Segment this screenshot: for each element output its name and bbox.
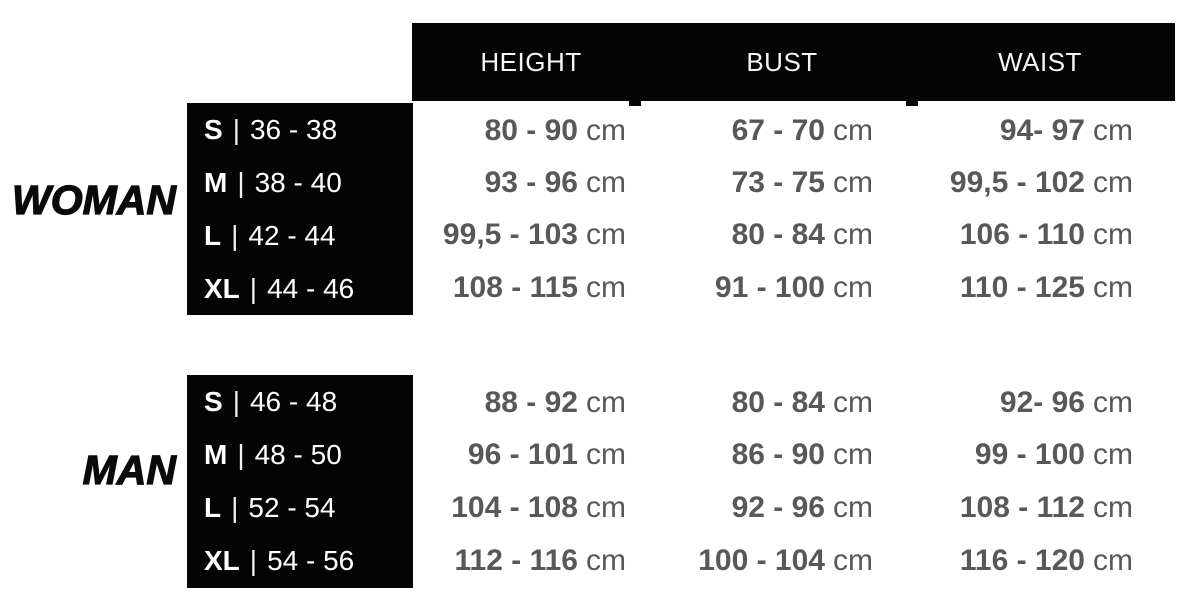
value-range: 112 - 116 bbox=[454, 544, 578, 577]
size-range: 42 - 44 bbox=[248, 219, 336, 251]
unit-label: cm bbox=[1093, 491, 1133, 524]
measurement-row bbox=[0, 105, 1200, 157]
unit-label: cm bbox=[833, 438, 873, 471]
size-separator: | bbox=[231, 492, 239, 524]
value-range: 116 - 120 bbox=[959, 544, 1085, 577]
group-label-man: MAN bbox=[82, 447, 176, 493]
unit-label: cm bbox=[1093, 114, 1133, 147]
unit-label: cm bbox=[1093, 166, 1133, 199]
size-separator: | bbox=[232, 385, 240, 417]
column-header-height: HEIGHT bbox=[480, 47, 582, 77]
size-code: XL bbox=[204, 545, 240, 577]
size-range: 38 - 40 bbox=[254, 166, 342, 198]
value-range: 108 - 112 bbox=[959, 491, 1085, 524]
value-range: 92 - 96 bbox=[731, 491, 825, 524]
unit-label: cm bbox=[586, 114, 626, 147]
value-range: 80 - 90 bbox=[484, 114, 578, 147]
height-value bbox=[455, 535, 626, 587]
measurement-row bbox=[0, 157, 1200, 209]
size-separator: | bbox=[232, 113, 240, 145]
value-range: 100 - 104 bbox=[698, 544, 825, 577]
measurement-row bbox=[0, 482, 1200, 534]
measurement-row bbox=[0, 535, 1200, 587]
unit-label: cm bbox=[833, 386, 873, 419]
unit-label: cm bbox=[833, 114, 873, 147]
value-range: 104 - 108 bbox=[451, 491, 578, 524]
bust-value bbox=[732, 209, 873, 261]
height-value bbox=[485, 377, 626, 429]
value-range: 80 - 84 bbox=[731, 386, 825, 419]
value-range: 88 - 92 bbox=[484, 386, 578, 419]
bust-value bbox=[732, 429, 873, 481]
size-code: S bbox=[204, 385, 223, 417]
measurement-row bbox=[0, 209, 1200, 261]
unit-label: cm bbox=[586, 386, 626, 419]
size-code: M bbox=[204, 166, 228, 198]
waist-value bbox=[950, 157, 1133, 209]
unit-label: cm bbox=[1093, 544, 1133, 577]
value-range: 94- 97 bbox=[999, 114, 1085, 147]
unit-label: cm bbox=[1093, 271, 1133, 304]
size-code: M bbox=[204, 438, 228, 470]
value-range: 86 - 90 bbox=[731, 438, 825, 471]
size-separator: | bbox=[249, 272, 258, 304]
value-range: 67 - 70 bbox=[731, 114, 825, 147]
height-value bbox=[468, 429, 626, 481]
waist-value bbox=[960, 262, 1133, 314]
value-range: 99 - 100 bbox=[974, 438, 1085, 471]
value-range: 99,5 - 103 bbox=[442, 218, 578, 251]
unit-label: cm bbox=[586, 166, 626, 199]
unit-label: cm bbox=[586, 491, 626, 524]
size-range: 48 - 50 bbox=[254, 438, 342, 470]
size-range: 52 - 54 bbox=[248, 492, 336, 524]
size-range: 46 - 48 bbox=[249, 385, 338, 417]
bust-value bbox=[732, 157, 873, 209]
size-separator: | bbox=[231, 219, 239, 251]
bust-value bbox=[732, 377, 873, 429]
waist-value bbox=[975, 429, 1133, 481]
unit-label: cm bbox=[833, 166, 873, 199]
unit-label: cm bbox=[586, 544, 626, 577]
unit-label: cm bbox=[833, 491, 873, 524]
value-range: 80 - 84 bbox=[731, 218, 825, 251]
unit-label: cm bbox=[1093, 386, 1133, 419]
unit-label: cm bbox=[586, 271, 626, 304]
height-value bbox=[443, 209, 626, 261]
value-range: 99,5 - 102 bbox=[949, 166, 1085, 199]
unit-label: cm bbox=[586, 438, 626, 471]
waist-value bbox=[960, 482, 1133, 534]
size-separator: | bbox=[237, 166, 245, 198]
column-header-bust: BUST bbox=[746, 47, 818, 77]
column-header-waist: WAIST bbox=[998, 47, 1082, 77]
bust-value bbox=[732, 482, 873, 534]
unit-label: cm bbox=[1093, 218, 1133, 251]
waist-value bbox=[1000, 105, 1133, 157]
size-range: 54 - 56 bbox=[267, 545, 355, 577]
size-code: XL bbox=[204, 272, 240, 304]
column-header-bar bbox=[412, 23, 1175, 101]
unit-label: cm bbox=[1093, 438, 1133, 471]
value-range: 73 - 75 bbox=[731, 166, 825, 199]
value-range: 93 - 96 bbox=[484, 166, 578, 199]
size-separator: | bbox=[249, 545, 258, 577]
value-range: 108 - 115 bbox=[452, 271, 578, 304]
unit-label: cm bbox=[833, 271, 873, 304]
waist-value bbox=[1000, 377, 1133, 429]
height-value bbox=[451, 482, 626, 534]
size-separator: | bbox=[237, 438, 245, 470]
measurement-row bbox=[0, 262, 1200, 314]
bust-value bbox=[715, 262, 873, 314]
value-range: 96 - 101 bbox=[467, 438, 578, 471]
unit-label: cm bbox=[833, 544, 873, 577]
size-code: L bbox=[204, 492, 222, 524]
waist-value bbox=[960, 209, 1133, 261]
measurement-row bbox=[0, 377, 1200, 429]
group-label-woman: WOMAN bbox=[12, 177, 176, 223]
measurement-row bbox=[0, 429, 1200, 481]
size-range: 36 - 38 bbox=[249, 113, 338, 145]
unit-label: cm bbox=[833, 218, 873, 251]
size-code: L bbox=[204, 219, 222, 251]
size-range: 44 - 46 bbox=[267, 272, 355, 304]
size-code: S bbox=[204, 113, 223, 145]
unit-label: cm bbox=[586, 218, 626, 251]
waist-value bbox=[960, 535, 1133, 587]
value-range: 106 - 110 bbox=[959, 218, 1085, 251]
height-value bbox=[485, 157, 626, 209]
value-range: 91 - 100 bbox=[714, 271, 825, 304]
bust-value bbox=[732, 105, 873, 157]
height-value bbox=[485, 105, 626, 157]
height-value bbox=[453, 262, 626, 314]
value-range: 92- 96 bbox=[999, 386, 1085, 419]
bust-value bbox=[698, 535, 873, 587]
value-range: 110 - 125 bbox=[959, 271, 1085, 304]
